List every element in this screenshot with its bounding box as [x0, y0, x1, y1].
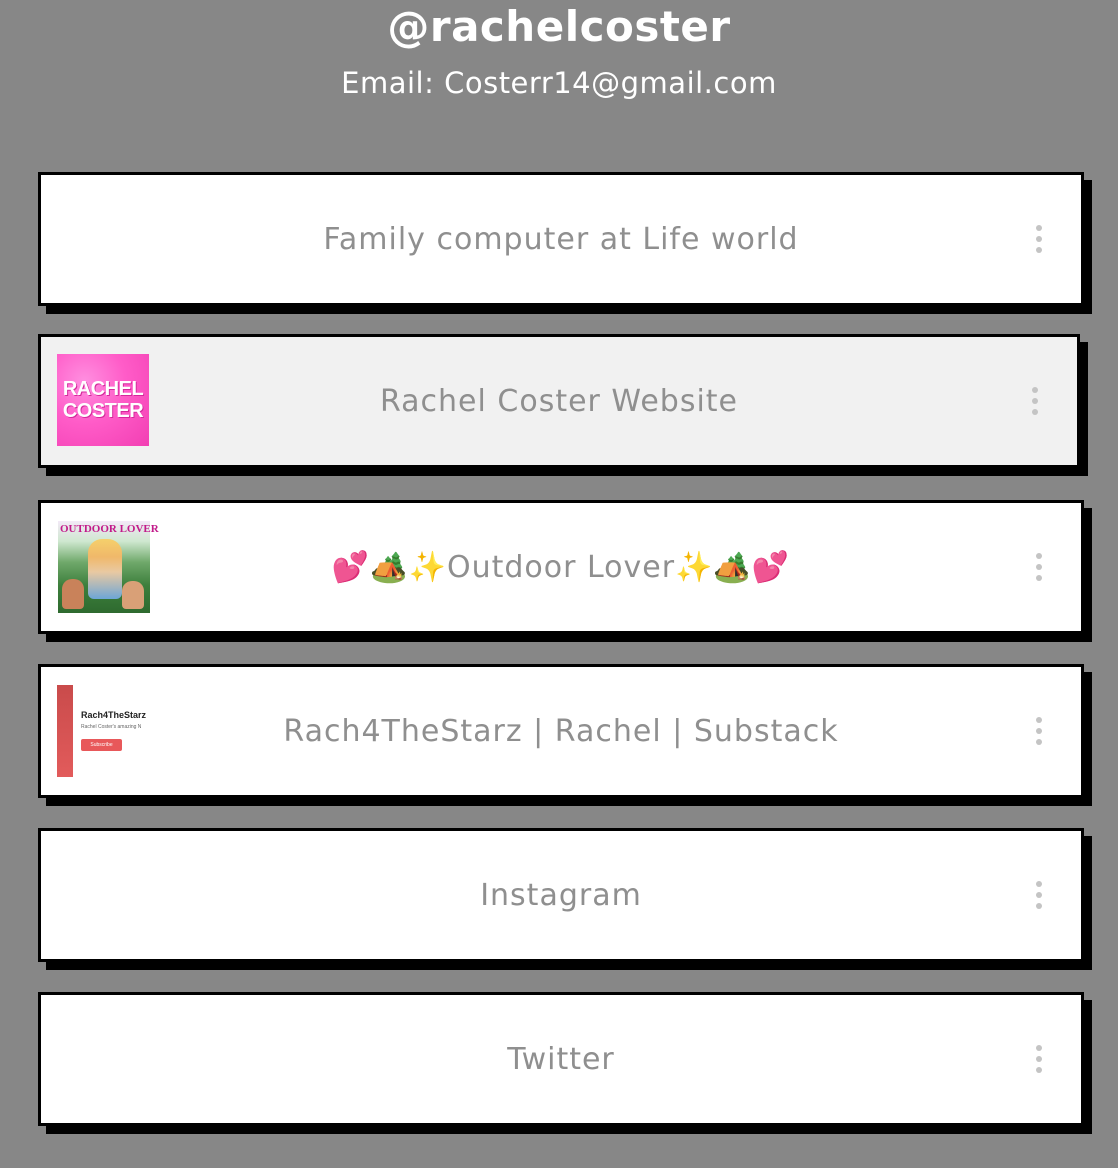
link-label: 💕🏕️✨Outdoor Lover✨🏕️💕 — [331, 549, 791, 585]
link-card-instagram[interactable] — [38, 828, 1084, 962]
link-thumbnail-image — [57, 685, 149, 777]
more-vertical-icon[interactable] — [1033, 881, 1045, 909]
link-label: Instagram — [480, 877, 642, 913]
thumbnail-text: Rach4TheStarz — [81, 710, 147, 720]
more-vertical-icon[interactable] — [1033, 1045, 1045, 1073]
thumbnail-figure — [62, 579, 84, 609]
link-card-outdoor-lover[interactable] — [38, 500, 1084, 634]
more-vertical-icon[interactable] — [1033, 553, 1045, 581]
link-card-substack[interactable] — [38, 664, 1084, 798]
more-vertical-icon[interactable] — [1033, 717, 1045, 745]
thumbnail-text: RACHEL — [62, 378, 144, 400]
link-thumbnail-image — [57, 354, 149, 446]
link-thumbnail-image — [58, 521, 159, 613]
thumbnail-subscribe-button: Subscribe — [81, 739, 122, 751]
profile-handle: @rachelcoster — [387, 2, 731, 51]
thumbnail-text: COSTER — [62, 400, 144, 422]
thumbnail-accent-bar — [57, 685, 73, 777]
link-card-rachel-coster-website[interactable] — [38, 334, 1080, 468]
thumbnail-text: OUTDOOR LOVER — [60, 523, 159, 535]
thumbnail-figure — [88, 539, 122, 599]
link-label: Twitter — [507, 1041, 615, 1077]
thumbnail-figure — [122, 581, 144, 609]
link-label: Rachel Coster Website — [379, 383, 739, 419]
more-vertical-icon[interactable] — [1033, 225, 1045, 253]
more-vertical-icon[interactable] — [1029, 387, 1041, 415]
link-label: Family computer at Life world — [323, 221, 799, 257]
link-label: Rach4TheStarz | Rachel | Substack — [283, 713, 839, 749]
thumbnail-text: Rachel Coster's amazing N — [81, 724, 142, 730]
link-card-family-computer[interactable] — [38, 172, 1084, 306]
profile-email: Email: Costerr14@gmail.com — [341, 66, 777, 100]
link-card-twitter[interactable] — [38, 992, 1084, 1126]
